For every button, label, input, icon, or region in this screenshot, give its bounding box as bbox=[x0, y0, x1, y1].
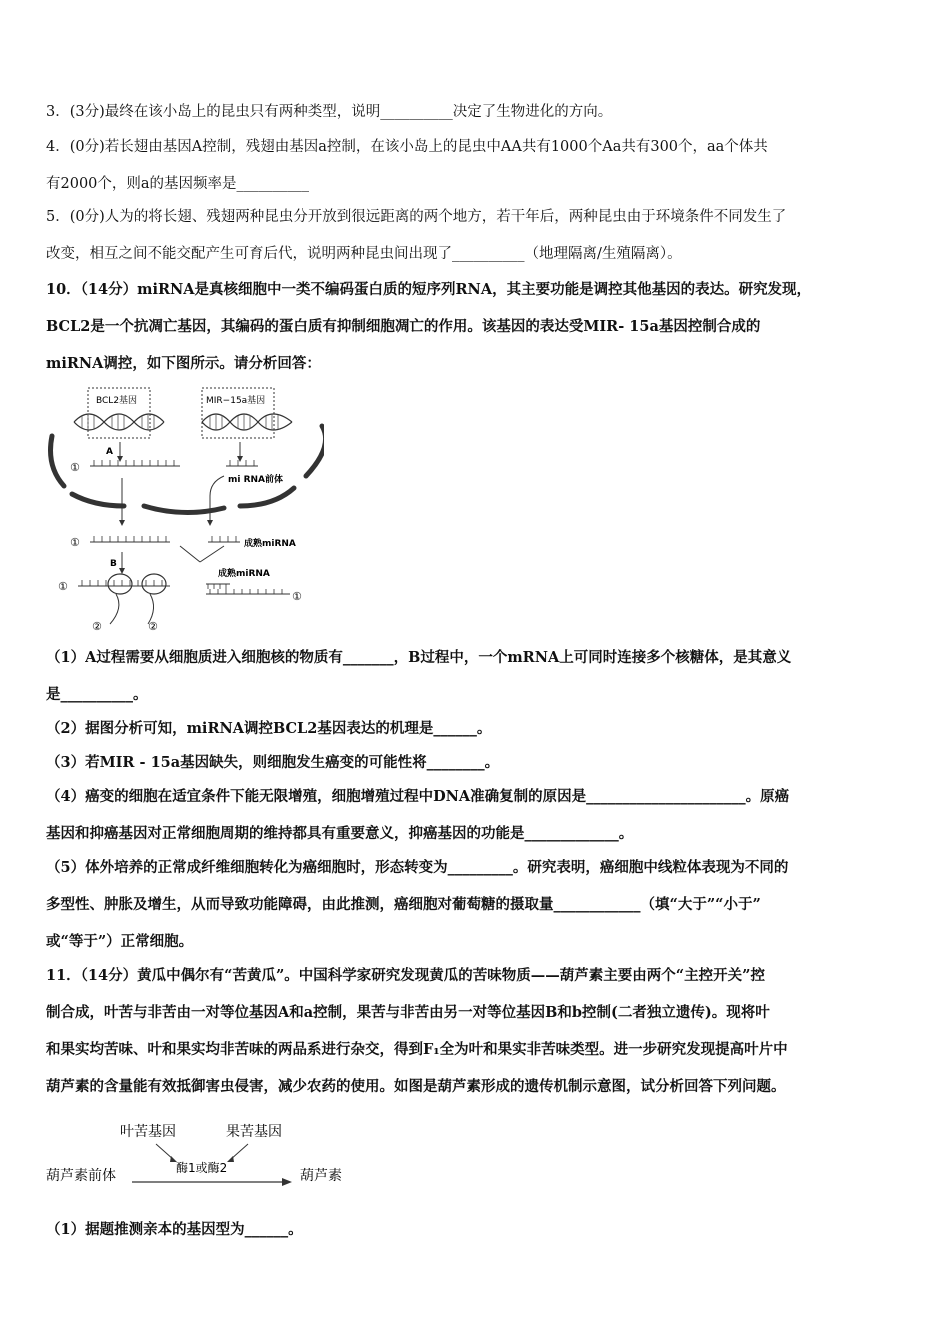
q11-intro-line3: 和果实均苦味、叶和果实均非苦味的两品系进行杂交，得到F₁全为叶和果实非苦味类型。进一步研究发现提高叶片中 bbox=[46, 1041, 788, 1058]
q11-intro-line2: 制合成，叶苦与非苦由一对等位基因A和a控制，果苦与非苦由另一对等位基因B和b控制(二者独立遗传)。现将叶 bbox=[46, 1004, 770, 1021]
q9-part4-line2: 有2000个，则a的基因频率是__________ bbox=[46, 176, 310, 192]
mark-1-row2: ① bbox=[70, 536, 80, 549]
mirna-regulation-figure bbox=[44, 386, 324, 634]
q10-part3: （3）若MIR - 15a基因缺失，则细胞发生癌变的可能性将________。 bbox=[46, 754, 500, 771]
q9-part5-line2: 改变，相互之间不能交配产生可育后代，说明两种昆虫间出现了__________（地理隔离/生殖隔离）。 bbox=[46, 246, 682, 262]
q10-part5-line3: 或“等于”）正常细胞。 bbox=[46, 933, 194, 950]
q10-intro-line2: BCL2是一个抗凋亡基因，其编码的蛋白质有抑制细胞凋亡的作用。该基因的表达受MIR- 15a基因控制合成的 bbox=[46, 318, 761, 335]
mark-2-left: ② bbox=[92, 620, 102, 633]
mark-1-row1: ① bbox=[70, 461, 80, 474]
q10-part4-line1: （4）癌变的细胞在适宜条件下能无限增殖，细胞增殖过程中DNA准确复制的原因是______________________。原癌 bbox=[46, 788, 790, 805]
q9-part3: 3．(3分)最终在该小岛上的昆虫只有两种类型，说明__________决定了生物进化的方向。 bbox=[46, 104, 613, 120]
q11-intro-line1: 11．（14分）黄瓜中偶尔有“苦黄瓜”。中国科学家研究发现黄瓜的苦味物质——葫芦素主要由两个“主控开关”控 bbox=[46, 967, 765, 984]
q10-part5-line2: 多型性、肿胀及增生，从而导致功能障碍，由此推测，癌细胞对葡萄糖的摄取量____________（填“大于”“小于” bbox=[46, 896, 761, 913]
q10-part5-line1: （5）体外培养的正常成纤维细胞转化为癌细胞时，形态转变为_________。研究表明，癌细胞中线粒体表现为不同的 bbox=[46, 859, 789, 876]
mark-1-row3: ① bbox=[58, 580, 68, 593]
q10-part4-line2: 基因和抑癌基因对正常细胞周期的维持都具有重要意义，抑癌基因的功能是_____________。 bbox=[46, 825, 634, 842]
precursor-label: 葫芦素前体 bbox=[46, 1168, 116, 1184]
mir15a-gene-label: MIR−15a基因 bbox=[206, 396, 266, 406]
cucurbitacin-pathway-figure bbox=[44, 1118, 364, 1196]
q9-part5-line1: 5．(0分)人为的将长翅、残翅两种昆虫分开放到很远距离的两个地方，若干年后，两种昆虫由于环境条件不同发生了 bbox=[46, 209, 787, 225]
product-label: 葫芦素 bbox=[300, 1168, 342, 1184]
leaf-bitter-gene-label: 叶苦基因 bbox=[120, 1124, 176, 1140]
process-b-label: B bbox=[110, 559, 117, 569]
mark-2-right: ② bbox=[148, 620, 158, 633]
process-a-label: A bbox=[106, 447, 113, 457]
q10-intro-line1: 10．（14分）miRNA是真核细胞中一类不编码蛋白质的短序列RNA，其主要功能是调控其他基因的表达。研究发现， bbox=[46, 281, 812, 298]
q10-part1-line2: 是__________。 bbox=[46, 686, 148, 703]
q10-part1-line1: （1）A过程需要从细胞质进入细胞核的物质有_______，B过程中，一个mRNA上可同时连接多个核糖体，是其意义 bbox=[46, 649, 792, 666]
bcl2-gene-label: BCL2基因 bbox=[96, 396, 138, 406]
mature-mirna-label-2: 成熟miRNA bbox=[218, 569, 270, 579]
q10-intro-line3: miRNA调控，如下图所示。请分析回答： bbox=[46, 355, 321, 372]
q11-intro-line4: 葫芦素的含量能有效抵御害虫侵害，减少农药的使用。如图是葫芦素形成的遗传机制示意图，试分析回答下列问题。 bbox=[46, 1078, 786, 1095]
enzyme-label: 酶1或酶2 bbox=[176, 1161, 228, 1175]
q10-part2: （2）据图分析可知，miRNA调控BCL2基因表达的机理是______。 bbox=[46, 720, 492, 737]
mirna-precursor-label: mi RNA前体 bbox=[228, 475, 284, 485]
mature-mirna-label-1: 成熟miRNA bbox=[244, 539, 296, 549]
fruit-bitter-gene-label: 果苦基因 bbox=[226, 1124, 282, 1140]
mark-1-row3-right: ① bbox=[292, 590, 302, 603]
q11-part1: （1）据题推测亲本的基因型为______。 bbox=[46, 1221, 303, 1238]
q9-part4-line1: 4．(0分)若长翅由基因A控制，残翅由基因a控制，在该小岛上的昆虫中AA共有1000个Aa共有300个，aa个体共 bbox=[46, 139, 768, 155]
